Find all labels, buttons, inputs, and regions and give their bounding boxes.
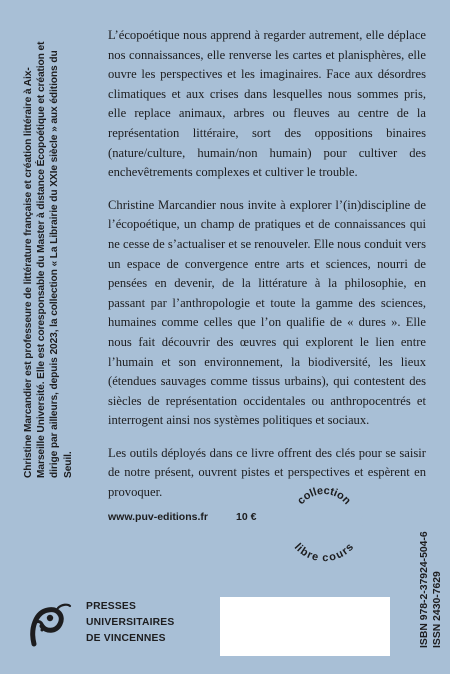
collection-badge: [284, 482, 364, 562]
collection-badge-top-text: collection: [295, 484, 353, 507]
publisher-name: [86, 599, 174, 648]
publisher-line-3: DE VINCENNES: [86, 633, 166, 645]
isbn-number: ISBN 978-2-37924-504-6: [419, 531, 430, 648]
author-bio: Christine Marcandier est professeure de littérature française et création littéraire à Aix-Marseille Université. Elle est coresponsable du Master à distance Écopoétique et création et dirige par ailleurs, depuis 2023, la collection « La Librairie du XXIe siècle » aux éditions du Seuil.: [23, 41, 74, 478]
blurb-paragraph-2: Christine Marcandier nous invite à explorer l’(in)discipline de l’écopoétique, un champ de pratiques et de connaissances qui ne cesse de s’actualiser et se renouveler. Elle nous conduit vers un espace de convergence entre arts et sciences, nourri de pensées en devenir, de la littérature à la philosophie, en passant par l’anthropologie et toute la gamme des sciences, humaines comme celles que l’on qualifie de « dures ». Elle nous fait découvrir des œuvres qui explorent le lien entre l’humain et son environnement, la biodiversité, les lieux (étendues sauvages comme tissus urbains), qui contestent des siècles de représentation occidentales ou anthropocentrés et interrogent ainsi nos systèmes politiques et sociaux.: [108, 197, 426, 428]
publisher-website: www.puv-editions.fr: [108, 511, 208, 523]
publisher-line-1: PRESSES: [86, 601, 137, 612]
back-cover-blurb: [108, 26, 426, 516]
price: 10 €: [236, 511, 257, 523]
blurb-paragraph-1: L’écopoétique nous apprend à regarder autrement, elle déplace nos connaissances, elle renverse les cartes et planisphères, elle ouvre les perspectives et les imaginaires. Face aux désordres climatiques et aux crises dans lesquelles nous sommes pris, elle replace animaux, arbres ou fleuves au centre de la représentation littéraire, sort des oppositions binaires (nature/culture, humain/non humain) pour cultiver des enchevêtrements complexes et cultiver le trouble.: [108, 28, 426, 180]
issn-number: ISSN 2430-7629: [432, 571, 443, 648]
blurb-paragraph-3: Les outils déployés dans ce livre offrent des clés pour se saisir de notre présent, ouvrent pistes et perspectives et espèrent en provoquer.: [108, 445, 426, 500]
isbn-block: [418, 428, 444, 648]
collection-badge-bottom-text: libre cours: [291, 541, 357, 562]
puv-logo-icon: [24, 600, 72, 650]
barcode-area: [220, 597, 390, 656]
publisher-line-2: UNIVERSITAIRES: [86, 617, 175, 629]
